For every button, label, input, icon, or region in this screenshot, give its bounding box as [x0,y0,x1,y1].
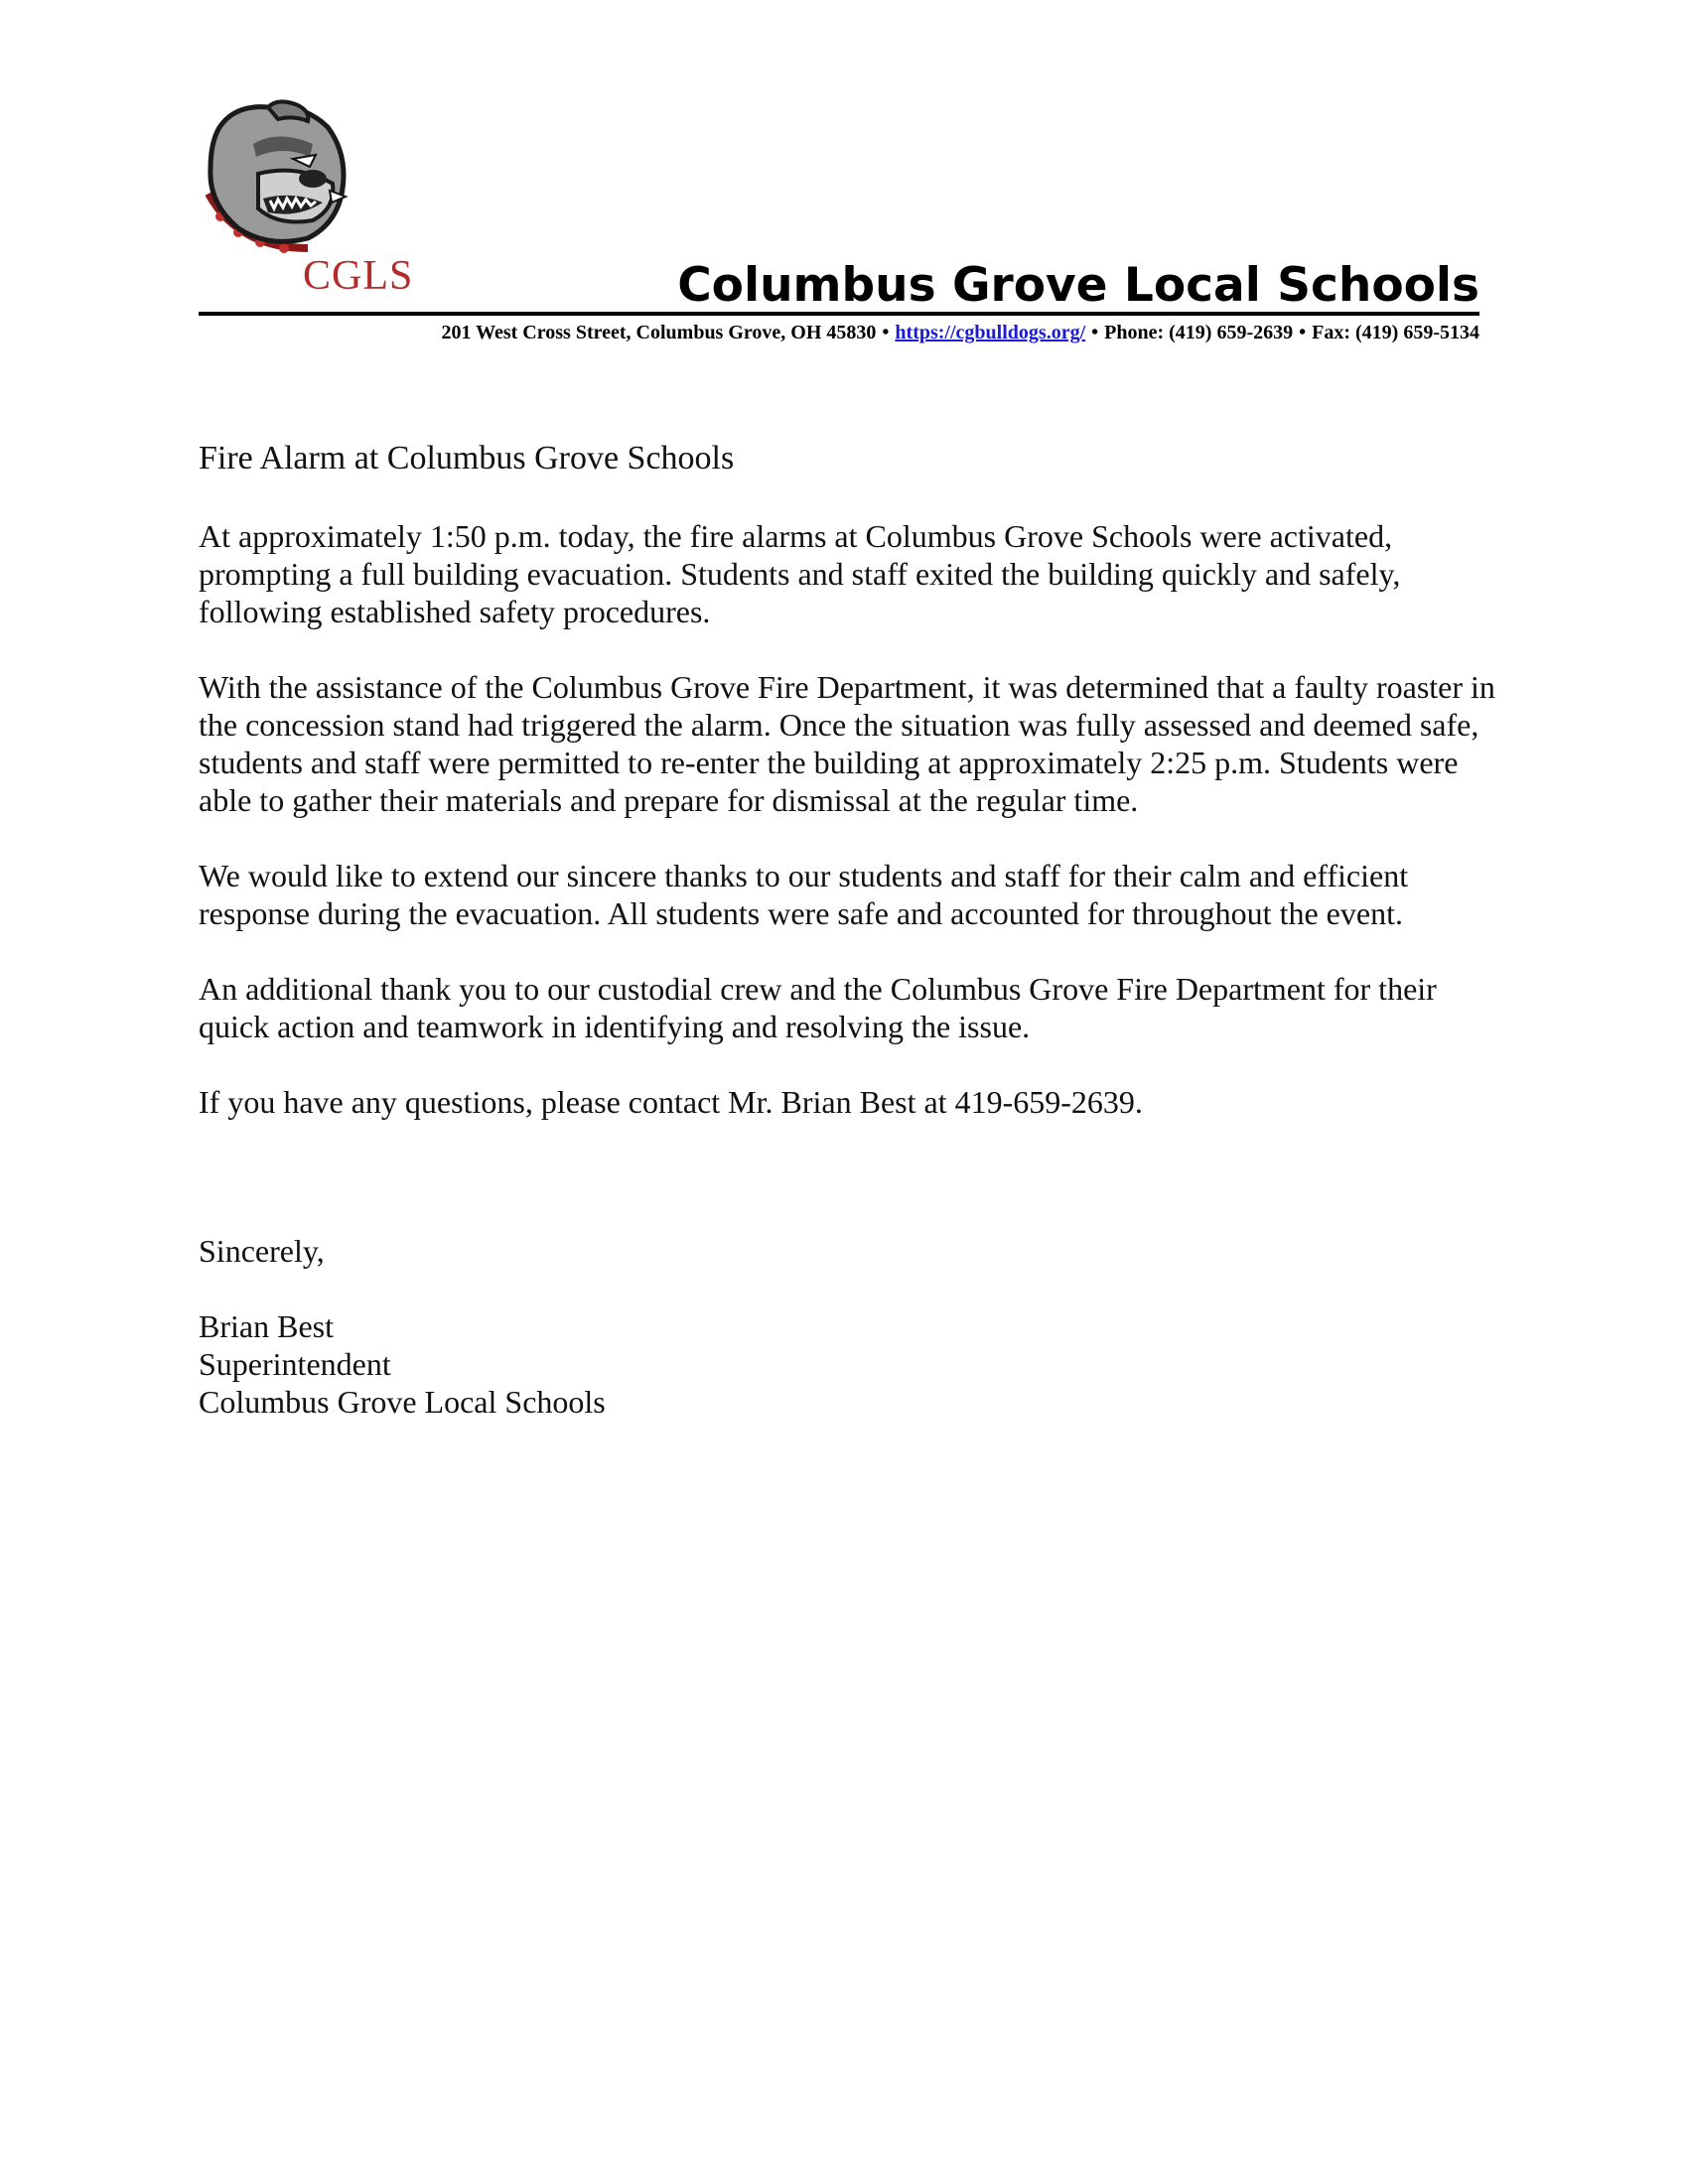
closing-salutation: Sincerely, [199,1233,325,1269]
letterhead-rule [199,312,1479,316]
letterhead [199,99,1479,352]
website-link[interactable]: https://cgbulldogs.org/ [895,322,1086,343]
bullet-separator: • [882,322,890,343]
phone-number: Phone: (419) 659-2639 [1104,322,1294,343]
bulldog-mascot-icon [199,99,427,258]
bullet-separator: • [1299,322,1307,343]
letter-body [199,438,1499,1421]
bullet-separator: • [1091,322,1099,343]
fax-number: Fax: (419) 659-5134 [1312,322,1479,343]
paragraph: With the assistance of the Columbus Grove Fire Department, it was determined that a faulty roaster in the concession stand had triggered the alarm. Once the situation was fully assessed and deemed safe, students and staff were permitted to re-enter the building at approximately 2:25 p.m. Students were able to gather their materials and prepare for dismissal at the regular time. [199,669,1495,818]
contact-line [199,323,1479,342]
letter-title: Fire Alarm at Columbus Grove Schools [199,440,735,477]
paragraph: At approximately 1:50 p.m. today, the fire alarms at Columbus Grove Schools were activated, prompting a full building evacuation. Students and staff exited the building quickly and safely, following established safety procedures. [199,518,1401,629]
signer-name: Brian Best [199,1308,334,1344]
signer-title: Superintendent [199,1346,391,1382]
closing-block [199,1232,1499,1421]
signer-organization: Columbus Grove Local Schools [199,1384,606,1420]
bulldog-logo [199,99,427,308]
logo-lettering: CGLS [303,253,414,299]
paragraph: An additional thank you to our custodial crew and the Columbus Grove Fire Department for their quick action and teamwork in identifying and resolving the issue. [199,971,1437,1044]
paragraph: If you have any questions, please contact Mr. Brian Best at 419-659-2639. [199,1084,1143,1120]
street-address: 201 West Cross Street, Columbus Grove, OH 45830 [441,322,877,343]
school-name-heading: Columbus Grove Local Schools [677,258,1479,313]
signature-block [199,1307,1499,1421]
paragraph: We would like to extend our sincere thanks to our students and staff for their calm and efficient response during the evacuation. All students were safe and accounted for throughout the event. [199,858,1409,931]
